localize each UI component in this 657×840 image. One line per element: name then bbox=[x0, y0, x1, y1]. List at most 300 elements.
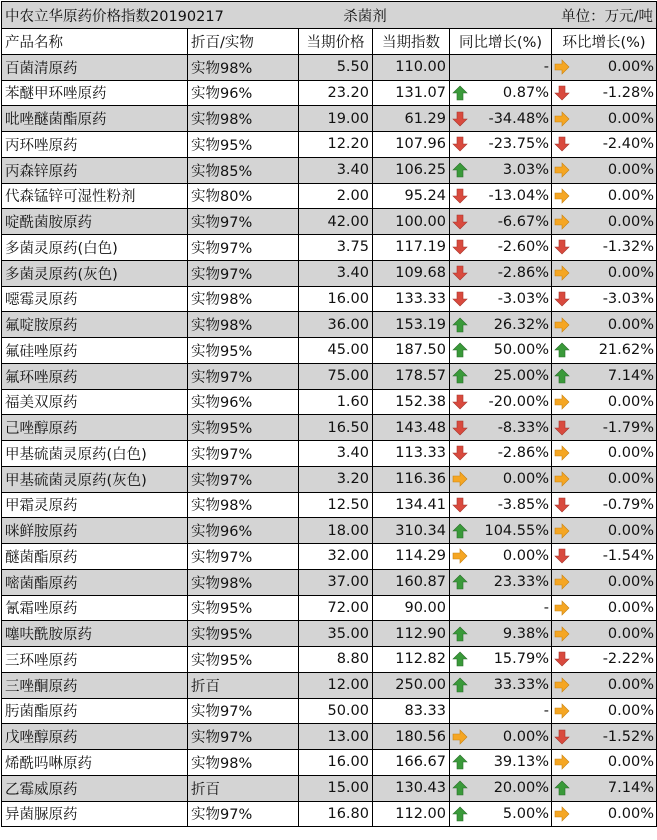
table-row bbox=[2, 467, 657, 493]
flat-arrow-icon bbox=[554, 59, 570, 75]
spec-value: 实物97% bbox=[188, 261, 299, 286]
yoy-value: -2.86% bbox=[497, 445, 549, 462]
price-value: 23.20 bbox=[299, 81, 373, 106]
spec-value: 实物98% bbox=[188, 312, 299, 337]
product-name: 氟环唑原药 bbox=[2, 364, 188, 389]
down-arrow-icon bbox=[452, 291, 468, 307]
product-name: 啶酰菌胺原药 bbox=[2, 209, 188, 234]
product-name: 噻呋酰胺原药 bbox=[2, 621, 188, 646]
down-arrow-icon bbox=[452, 497, 468, 513]
index-value: 160.87 bbox=[373, 570, 450, 595]
mom-value: 0.00% bbox=[607, 677, 654, 694]
mom-cell bbox=[552, 209, 657, 234]
yoy-cell bbox=[450, 441, 552, 466]
yoy-cell bbox=[450, 776, 552, 801]
price-value: 12.00 bbox=[299, 673, 373, 698]
mom-value: 0.00% bbox=[607, 393, 654, 410]
spec-value: 实物97% bbox=[188, 235, 299, 260]
yoy-value: 5.00% bbox=[502, 805, 549, 822]
up-arrow-icon bbox=[452, 780, 468, 796]
table-row bbox=[2, 621, 657, 647]
yoy-cell bbox=[450, 544, 552, 569]
yoy-value: -3.03% bbox=[497, 290, 549, 307]
down-arrow-icon bbox=[554, 729, 570, 745]
mom-value: -0.79% bbox=[602, 496, 654, 513]
up-arrow-icon bbox=[452, 85, 468, 101]
yoy-cell bbox=[450, 673, 552, 698]
down-arrow-icon bbox=[452, 214, 468, 230]
product-name: 氟啶胺原药 bbox=[2, 312, 188, 337]
flat-arrow-icon bbox=[554, 677, 570, 693]
mom-cell bbox=[552, 699, 657, 724]
col-header-mom: 环比增长(%) bbox=[552, 29, 657, 54]
index-value: 134.41 bbox=[373, 493, 450, 518]
index-value: 131.07 bbox=[373, 81, 450, 106]
mom-cell bbox=[552, 596, 657, 621]
product-name: 醚菌酯原药 bbox=[2, 544, 188, 569]
mom-value: -1.32% bbox=[602, 239, 654, 256]
spec-value: 实物97% bbox=[188, 544, 299, 569]
yoy-cell bbox=[450, 724, 552, 749]
price-value: 3.75 bbox=[299, 235, 373, 260]
table-row bbox=[2, 699, 657, 725]
mom-cell bbox=[552, 673, 657, 698]
spec-value: 实物98% bbox=[188, 55, 299, 80]
yoy-value: -20.00% bbox=[488, 393, 549, 410]
yoy-value: 0.00% bbox=[502, 471, 549, 488]
mom-cell bbox=[552, 81, 657, 106]
price-value: 35.00 bbox=[299, 621, 373, 646]
mom-value: 0.00% bbox=[607, 471, 654, 488]
up-arrow-icon bbox=[554, 368, 570, 384]
index-value: 83.33 bbox=[373, 699, 450, 724]
spec-value: 实物97% bbox=[188, 724, 299, 749]
product-name: 肟菌酯原药 bbox=[2, 699, 188, 724]
index-value: 166.67 bbox=[373, 750, 450, 775]
up-arrow-icon bbox=[554, 780, 570, 796]
table-row bbox=[2, 158, 657, 184]
mom-cell bbox=[552, 467, 657, 492]
product-name: 噁霉灵原药 bbox=[2, 287, 188, 312]
yoy-cell bbox=[450, 209, 552, 234]
yoy-value: 50.00% bbox=[493, 342, 549, 359]
yoy-cell bbox=[450, 55, 552, 80]
flat-arrow-icon bbox=[554, 626, 570, 642]
yoy-cell bbox=[450, 802, 552, 827]
flat-arrow-icon bbox=[452, 729, 468, 745]
price-value: 3.40 bbox=[299, 441, 373, 466]
yoy-value: 104.55% bbox=[484, 522, 549, 539]
table-row bbox=[2, 802, 657, 828]
table-row bbox=[2, 184, 657, 210]
table-row bbox=[2, 724, 657, 750]
product-name: 多菌灵原药(灰色) bbox=[2, 261, 188, 286]
down-arrow-icon bbox=[554, 497, 570, 513]
up-arrow-icon bbox=[452, 651, 468, 667]
spec-value: 实物98% bbox=[188, 106, 299, 131]
spec-value: 实物95% bbox=[188, 415, 299, 440]
yoy-value: 3.03% bbox=[502, 162, 549, 179]
mom-value: 0.00% bbox=[607, 110, 654, 127]
product-name: 戊唑醇原药 bbox=[2, 724, 188, 749]
down-arrow-icon bbox=[452, 239, 468, 255]
yoy-cell bbox=[450, 235, 552, 260]
table-row bbox=[2, 750, 657, 776]
index-value: 106.25 bbox=[373, 158, 450, 183]
price-value: 37.00 bbox=[299, 570, 373, 595]
mom-value: 21.62% bbox=[598, 342, 654, 359]
yoy-cell bbox=[450, 287, 552, 312]
price-value: 3.40 bbox=[299, 261, 373, 286]
yoy-value: -2.86% bbox=[497, 265, 549, 282]
col-header-spec: 折百/实物 bbox=[188, 29, 299, 54]
price-value: 16.00 bbox=[299, 750, 373, 775]
flat-arrow-icon bbox=[554, 600, 570, 616]
price-value: 50.00 bbox=[299, 699, 373, 724]
product-name: 氰霜唑原药 bbox=[2, 596, 188, 621]
mom-cell bbox=[552, 518, 657, 543]
down-arrow-icon bbox=[452, 188, 468, 204]
index-value: 112.00 bbox=[373, 802, 450, 827]
product-name: 吡唑醚菌酯原药 bbox=[2, 106, 188, 131]
up-arrow-icon bbox=[452, 806, 468, 822]
index-value: 61.29 bbox=[373, 106, 450, 131]
yoy-value: -8.33% bbox=[497, 419, 549, 436]
flat-arrow-icon bbox=[452, 548, 468, 564]
flat-arrow-icon bbox=[554, 214, 570, 230]
product-name: 三唑酮原药 bbox=[2, 673, 188, 698]
mom-value: 0.00% bbox=[607, 187, 654, 204]
spec-value: 实物95% bbox=[188, 338, 299, 363]
up-arrow-icon bbox=[452, 574, 468, 590]
product-name: 三环唑原药 bbox=[2, 647, 188, 672]
up-arrow-icon bbox=[452, 368, 468, 384]
spec-value: 实物96% bbox=[188, 390, 299, 415]
spec-value: 实物97% bbox=[188, 467, 299, 492]
mom-cell bbox=[552, 621, 657, 646]
mom-value: 0.00% bbox=[607, 265, 654, 282]
mom-value: 0.00% bbox=[607, 59, 654, 76]
product-name: 异菌脲原药 bbox=[2, 802, 188, 827]
price-value: 12.20 bbox=[299, 132, 373, 157]
mom-cell bbox=[552, 132, 657, 157]
index-value: 110.00 bbox=[373, 55, 450, 80]
price-value: 36.00 bbox=[299, 312, 373, 337]
index-value: 112.82 bbox=[373, 647, 450, 672]
spec-value: 实物96% bbox=[188, 81, 299, 106]
price-value: 16.80 bbox=[299, 802, 373, 827]
index-value: 180.56 bbox=[373, 724, 450, 749]
yoy-cell bbox=[450, 312, 552, 337]
spec-value: 实物95% bbox=[188, 647, 299, 672]
down-arrow-icon bbox=[554, 420, 570, 436]
mom-value: 0.00% bbox=[607, 213, 654, 230]
flat-arrow-icon bbox=[554, 523, 570, 539]
spec-value: 实物97% bbox=[188, 209, 299, 234]
down-arrow-icon bbox=[452, 445, 468, 461]
spec-value: 实物95% bbox=[188, 132, 299, 157]
mom-cell bbox=[552, 724, 657, 749]
table-row bbox=[2, 235, 657, 261]
up-arrow-icon bbox=[452, 342, 468, 358]
header-row bbox=[2, 29, 657, 55]
spec-value: 实物95% bbox=[188, 621, 299, 646]
index-value: 178.57 bbox=[373, 364, 450, 389]
table-row bbox=[2, 415, 657, 441]
mom-cell bbox=[552, 261, 657, 286]
price-value: 5.50 bbox=[299, 55, 373, 80]
table-row bbox=[2, 441, 657, 467]
mom-value: 0.00% bbox=[607, 805, 654, 822]
table-row bbox=[2, 544, 657, 570]
down-arrow-icon bbox=[452, 136, 468, 152]
spec-value: 实物97% bbox=[188, 364, 299, 389]
yoy-value: -23.75% bbox=[488, 136, 549, 153]
empty-icon-slot bbox=[452, 59, 468, 75]
table-row bbox=[2, 570, 657, 596]
price-value: 18.00 bbox=[299, 518, 373, 543]
mom-value: -1.54% bbox=[602, 548, 654, 565]
mom-cell bbox=[552, 338, 657, 363]
down-arrow-icon bbox=[452, 394, 468, 410]
yoy-value: -13.04% bbox=[488, 187, 549, 204]
mom-cell bbox=[552, 570, 657, 595]
up-arrow-icon bbox=[452, 317, 468, 333]
spec-value: 折百 bbox=[188, 673, 299, 698]
product-name: 甲基硫菌灵原药(灰色) bbox=[2, 467, 188, 492]
yoy-cell bbox=[450, 467, 552, 492]
product-name: 氟硅唑原药 bbox=[2, 338, 188, 363]
title-row bbox=[2, 2, 657, 29]
mom-value: -2.22% bbox=[602, 651, 654, 668]
down-arrow-icon bbox=[452, 265, 468, 281]
yoy-value: - bbox=[543, 702, 549, 719]
flat-arrow-icon bbox=[554, 574, 570, 590]
down-arrow-icon bbox=[554, 239, 570, 255]
table-row bbox=[2, 647, 657, 673]
mom-cell bbox=[552, 544, 657, 569]
col-header-index: 当期指数 bbox=[373, 29, 450, 54]
down-arrow-icon bbox=[554, 85, 570, 101]
yoy-value: -6.67% bbox=[497, 213, 549, 230]
mom-value: 0.00% bbox=[607, 162, 654, 179]
empty-icon-slot bbox=[452, 600, 468, 616]
table-row bbox=[2, 673, 657, 699]
product-name: 百菌清原药 bbox=[2, 55, 188, 80]
table-row bbox=[2, 312, 657, 338]
col-header-yoy: 同比增长(%) bbox=[450, 29, 552, 54]
product-name: 丙环唑原药 bbox=[2, 132, 188, 157]
mom-cell bbox=[552, 493, 657, 518]
index-value: 133.33 bbox=[373, 287, 450, 312]
yoy-value: 0.00% bbox=[502, 548, 549, 565]
index-value: 109.68 bbox=[373, 261, 450, 286]
price-value: 13.00 bbox=[299, 724, 373, 749]
spec-value: 实物98% bbox=[188, 287, 299, 312]
price-index-table bbox=[1, 1, 657, 827]
index-value: 107.96 bbox=[373, 132, 450, 157]
spec-value: 实物98% bbox=[188, 493, 299, 518]
table-row bbox=[2, 261, 657, 287]
flat-arrow-icon bbox=[554, 806, 570, 822]
product-name: 丙森锌原药 bbox=[2, 158, 188, 183]
mom-cell bbox=[552, 441, 657, 466]
flat-arrow-icon bbox=[554, 471, 570, 487]
yoy-value: 20.00% bbox=[493, 780, 549, 797]
yoy-cell bbox=[450, 570, 552, 595]
down-arrow-icon bbox=[452, 420, 468, 436]
spec-value: 实物97% bbox=[188, 441, 299, 466]
index-value: 95.24 bbox=[373, 184, 450, 209]
mom-value: 0.00% bbox=[607, 445, 654, 462]
col-header-price: 当期价格 bbox=[299, 29, 373, 54]
mom-cell bbox=[552, 235, 657, 260]
yoy-value: 9.38% bbox=[502, 625, 549, 642]
table-row bbox=[2, 132, 657, 158]
spec-value: 折百 bbox=[188, 776, 299, 801]
yoy-value: -34.48% bbox=[488, 110, 549, 127]
category-label: 杀菌剂 bbox=[343, 8, 387, 25]
flat-arrow-icon bbox=[554, 111, 570, 127]
price-value: 12.50 bbox=[299, 493, 373, 518]
product-name: 福美双原药 bbox=[2, 390, 188, 415]
yoy-value: - bbox=[543, 599, 549, 616]
yoy-value: 0.00% bbox=[502, 728, 549, 745]
price-value: 16.00 bbox=[299, 287, 373, 312]
mom-cell bbox=[552, 415, 657, 440]
down-arrow-icon bbox=[554, 136, 570, 152]
yoy-value: 33.33% bbox=[493, 677, 549, 694]
table-row bbox=[2, 596, 657, 622]
flat-arrow-icon bbox=[554, 394, 570, 410]
spec-value: 实物96% bbox=[188, 518, 299, 543]
spec-value: 实物85% bbox=[188, 158, 299, 183]
up-arrow-icon bbox=[452, 162, 468, 178]
yoy-cell bbox=[450, 106, 552, 131]
spec-value: 实物95% bbox=[188, 596, 299, 621]
mom-cell bbox=[552, 158, 657, 183]
up-arrow-icon bbox=[554, 342, 570, 358]
product-name: 代森锰锌可湿性粉剂 bbox=[2, 184, 188, 209]
mom-cell bbox=[552, 647, 657, 672]
yoy-value: 0.87% bbox=[502, 84, 549, 101]
price-value: 15.00 bbox=[299, 776, 373, 801]
index-value: 153.19 bbox=[373, 312, 450, 337]
product-name: 多菌灵原药(白色) bbox=[2, 235, 188, 260]
yoy-cell bbox=[450, 184, 552, 209]
mom-cell bbox=[552, 287, 657, 312]
spec-value: 实物98% bbox=[188, 570, 299, 595]
mom-value: 0.00% bbox=[607, 574, 654, 591]
table-body bbox=[2, 55, 657, 828]
up-arrow-icon bbox=[452, 754, 468, 770]
yoy-cell bbox=[450, 596, 552, 621]
mom-value: 7.14% bbox=[607, 368, 654, 385]
flat-arrow-icon bbox=[554, 703, 570, 719]
index-value: 100.00 bbox=[373, 209, 450, 234]
product-name: 乙霉威原药 bbox=[2, 776, 188, 801]
down-arrow-icon bbox=[554, 291, 570, 307]
price-value: 72.00 bbox=[299, 596, 373, 621]
col-header-product: 产品名称 bbox=[2, 29, 188, 54]
mom-value: 0.00% bbox=[607, 316, 654, 333]
yoy-cell bbox=[450, 261, 552, 286]
product-name: 甲基硫菌灵原药(白色) bbox=[2, 441, 188, 466]
yoy-value: 23.33% bbox=[493, 574, 549, 591]
product-name: 咪鲜胺原药 bbox=[2, 518, 188, 543]
flat-arrow-icon bbox=[554, 265, 570, 281]
price-value: 45.00 bbox=[299, 338, 373, 363]
table-row bbox=[2, 81, 657, 107]
product-name: 苯醚甲环唑原药 bbox=[2, 81, 188, 106]
report-title: 中农立华原药价格指数20190217 bbox=[5, 8, 224, 25]
mom-cell bbox=[552, 184, 657, 209]
product-name: 甲霜灵原药 bbox=[2, 493, 188, 518]
mom-cell bbox=[552, 802, 657, 827]
price-value: 2.00 bbox=[299, 184, 373, 209]
price-value: 32.00 bbox=[299, 544, 373, 569]
table-row bbox=[2, 338, 657, 364]
price-value: 75.00 bbox=[299, 364, 373, 389]
yoy-cell bbox=[450, 390, 552, 415]
flat-arrow-icon bbox=[452, 471, 468, 487]
table-row bbox=[2, 390, 657, 416]
index-value: 116.36 bbox=[373, 467, 450, 492]
index-value: 250.00 bbox=[373, 673, 450, 698]
price-value: 1.60 bbox=[299, 390, 373, 415]
mom-value: -3.03% bbox=[602, 290, 654, 307]
yoy-value: 15.79% bbox=[493, 651, 549, 668]
mom-value: -2.40% bbox=[602, 136, 654, 153]
flat-arrow-icon bbox=[554, 162, 570, 178]
table-row bbox=[2, 776, 657, 802]
flat-arrow-icon bbox=[554, 188, 570, 204]
table-row bbox=[2, 287, 657, 313]
mom-value: -1.52% bbox=[602, 728, 654, 745]
mom-cell bbox=[552, 364, 657, 389]
mom-cell bbox=[552, 106, 657, 131]
mom-value: 0.00% bbox=[607, 754, 654, 771]
yoy-cell bbox=[450, 647, 552, 672]
table-row bbox=[2, 518, 657, 544]
spec-value: 实物97% bbox=[188, 699, 299, 724]
yoy-value: 26.32% bbox=[493, 316, 549, 333]
yoy-cell bbox=[450, 415, 552, 440]
index-value: 114.29 bbox=[373, 544, 450, 569]
mom-cell bbox=[552, 750, 657, 775]
mom-value: 0.00% bbox=[607, 625, 654, 642]
mom-value: 7.14% bbox=[607, 780, 654, 797]
price-value: 42.00 bbox=[299, 209, 373, 234]
price-value: 19.00 bbox=[299, 106, 373, 131]
yoy-cell bbox=[450, 338, 552, 363]
unit-label: 单位：万元/吨 bbox=[445, 2, 657, 28]
yoy-cell bbox=[450, 364, 552, 389]
mom-cell bbox=[552, 312, 657, 337]
table-row bbox=[2, 364, 657, 390]
index-value: 117.19 bbox=[373, 235, 450, 260]
spec-value: 实物97% bbox=[188, 802, 299, 827]
down-arrow-icon bbox=[554, 548, 570, 564]
table-row bbox=[2, 493, 657, 519]
price-value: 3.40 bbox=[299, 158, 373, 183]
yoy-cell bbox=[450, 699, 552, 724]
flat-arrow-icon bbox=[554, 445, 570, 461]
index-value: 310.34 bbox=[373, 518, 450, 543]
index-value: 90.00 bbox=[373, 596, 450, 621]
yoy-cell bbox=[450, 518, 552, 543]
empty-icon-slot bbox=[452, 703, 468, 719]
